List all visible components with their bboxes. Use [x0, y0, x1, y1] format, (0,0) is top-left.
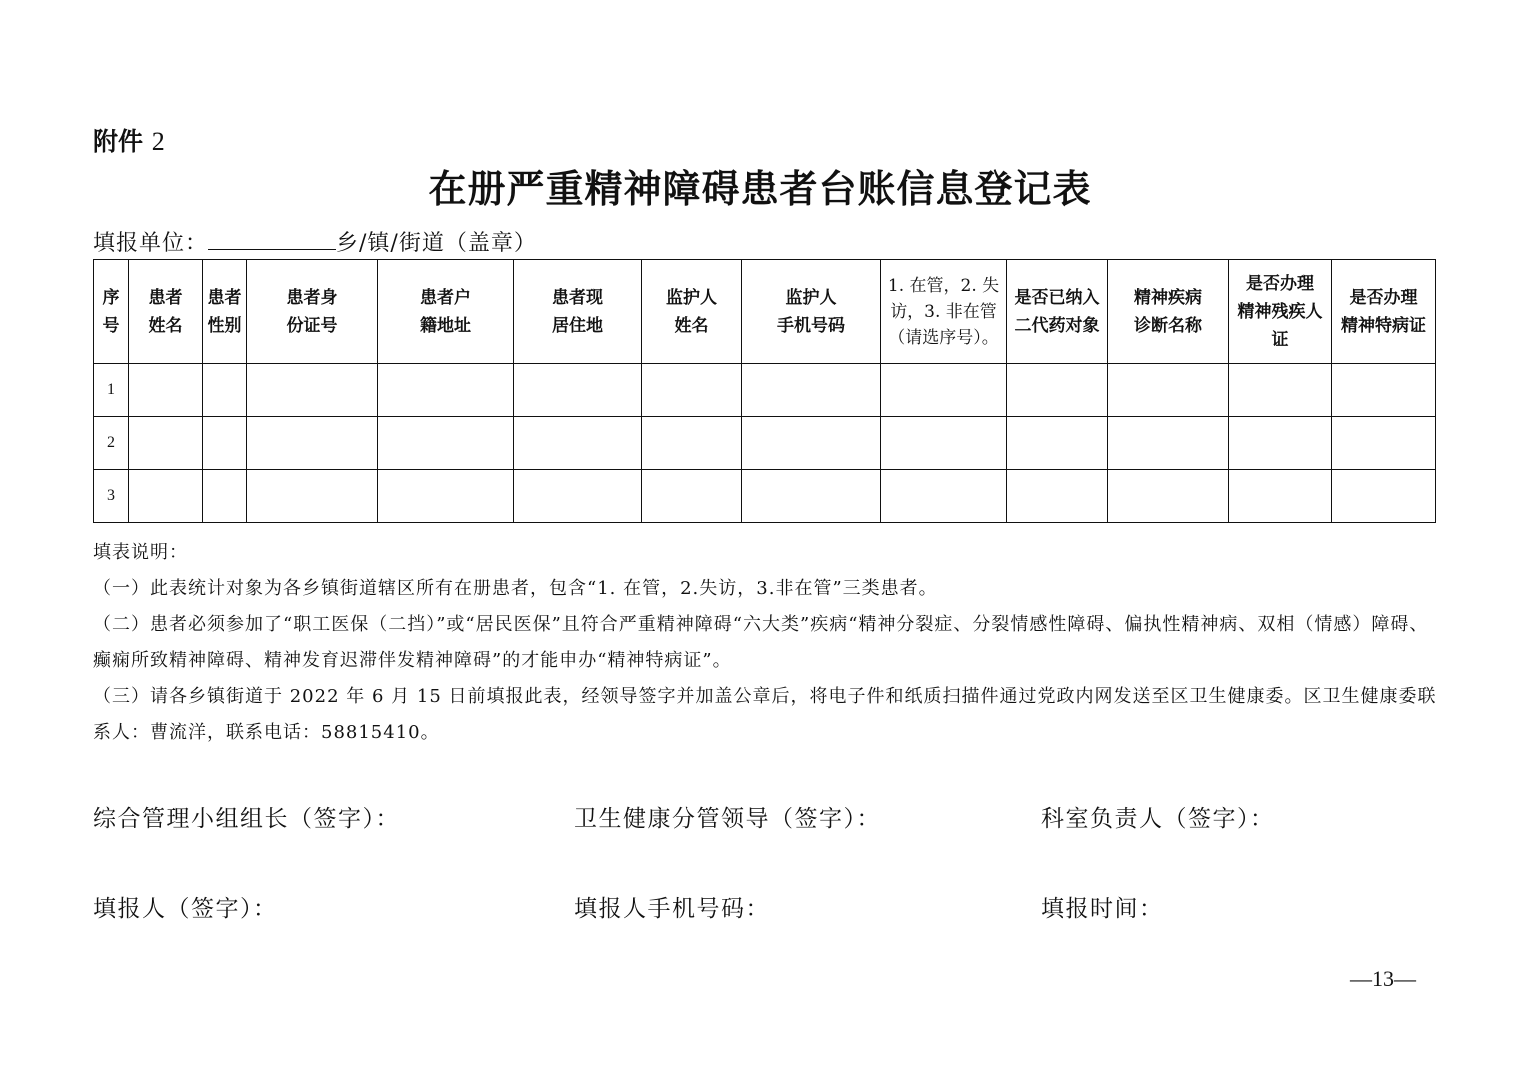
instructions-item-3: （三）请各乡镇街道于 2022 年 6 月 15 日前填报此表，经领导签字并加盖公章后，将电子件和纸质扫描件通过党政内网发送至区卫生健康委。区卫生健康委联系人：曹流洋，联系电话：58815410。: [93, 686, 1437, 743]
table-cell[interactable]: [1332, 470, 1436, 523]
table-cell[interactable]: [642, 470, 742, 523]
signature-section-head: 科室负责人（签字）：: [1041, 806, 1275, 832]
table-cell[interactable]: [203, 364, 247, 417]
col-header-guardian-name: 监护人 姓名: [642, 260, 742, 364]
table-cell[interactable]: [1108, 364, 1229, 417]
table-cell[interactable]: [1007, 417, 1108, 470]
table-header-row: [94, 260, 1436, 364]
table-cell[interactable]: [378, 470, 514, 523]
col-header-disability-cert: 是否办理 精神残疾人 证: [1229, 260, 1332, 364]
fill-time-label: 填报时间：: [1041, 896, 1164, 922]
col-header-residence: 患者现 居住地: [514, 260, 642, 364]
table-cell[interactable]: [881, 470, 1007, 523]
col-header-household-address: 患者户 籍地址: [378, 260, 514, 364]
signature-filler: 填报人（签字）：: [93, 896, 278, 922]
table-row: [94, 364, 1436, 417]
col-header-management-status: 1. 在管，2. 失 访，3. 非在管 （请选序号）。: [881, 260, 1007, 364]
attachment-label: [93, 122, 165, 158]
table-cell[interactable]: [642, 417, 742, 470]
col-header-guardian-phone: 监护人 手机号码: [742, 260, 881, 364]
page-number: —13—: [1350, 966, 1416, 991]
table-cell[interactable]: [1108, 470, 1229, 523]
signature-health-leader: 卫生健康分管领导（签字）：: [574, 806, 881, 832]
col-header-diagnosis: 精神疾病 诊断名称: [1108, 260, 1229, 364]
table-cell[interactable]: [881, 364, 1007, 417]
table-cell[interactable]: [514, 470, 642, 523]
table-cell[interactable]: [1229, 364, 1332, 417]
table-cell[interactable]: [1332, 364, 1436, 417]
col-header-special-disease-cert: 是否办理 精神特病证: [1332, 260, 1436, 364]
table-cell[interactable]: [378, 417, 514, 470]
table-cell[interactable]: [247, 417, 378, 470]
attachment-label-text: 附件: [93, 127, 144, 156]
reporting-unit-blank[interactable]: [208, 229, 336, 250]
filler-phone-label: 填报人手机号码：: [574, 896, 770, 922]
table-cell[interactable]: [742, 417, 881, 470]
col-header-patient-gender: 患者 性别: [203, 260, 247, 364]
table-cell[interactable]: [129, 417, 203, 470]
row-number: 3: [94, 470, 129, 523]
table-cell[interactable]: [1332, 417, 1436, 470]
table-cell[interactable]: [129, 470, 203, 523]
table-cell[interactable]: [247, 364, 378, 417]
col-header-seq: 序 号: [94, 260, 129, 364]
instructions-item-1: （一）此表统计对象为各乡镇街道辖区所有在册患者，包含“1. 在管，2.失访，3.非在管”三类患者。: [93, 578, 938, 599]
table-cell[interactable]: [1108, 417, 1229, 470]
table-cell[interactable]: [1007, 470, 1108, 523]
reporting-unit-line: [93, 226, 537, 257]
table-cell[interactable]: [881, 417, 1007, 470]
registration-table: [93, 259, 1436, 523]
page-title: 在册严重精神障碍患者台账信息登记表: [428, 166, 1092, 211]
table-cell[interactable]: [203, 470, 247, 523]
reporting-unit-suffix: 乡/镇/街道（盖章）: [336, 231, 537, 256]
row-number: 2: [94, 417, 129, 470]
table-cell[interactable]: [129, 364, 203, 417]
table-cell[interactable]: [1229, 470, 1332, 523]
reporting-unit-label: 填报单位：: [93, 231, 209, 256]
signature-group-leader: 综合管理小组组长（签字）：: [93, 806, 400, 832]
table-cell[interactable]: [378, 364, 514, 417]
col-header-patient-name: 患者 姓名: [129, 260, 203, 364]
table-cell[interactable]: [742, 470, 881, 523]
table-cell[interactable]: [742, 364, 881, 417]
table-cell[interactable]: [1229, 417, 1332, 470]
instructions: [93, 535, 1438, 751]
row-number: 1: [94, 364, 129, 417]
table-cell[interactable]: [514, 364, 642, 417]
instructions-heading: 填表说明：: [93, 542, 188, 563]
col-header-second-gen-drug: 是否已纳入 二代药对象: [1007, 260, 1108, 364]
instructions-item-2: （二）患者必须参加了“职工医保（二挡）”或“居民医保”且符合严重精神障碍“六大类”疾病“精神分裂症、分裂情感性障碍、偏执性精神病、双相（情感）障碍、癫痫所致精神障碍、精神发育迟滞伴发精神障碍”的才能申办“精神特病证”。: [93, 614, 1429, 671]
col-header-id-number: 患者身 份证号: [247, 260, 378, 364]
table-cell[interactable]: [1007, 364, 1108, 417]
table-row: [94, 470, 1436, 523]
table-cell[interactable]: [203, 417, 247, 470]
table-cell[interactable]: [247, 470, 378, 523]
table-row: [94, 417, 1436, 470]
attachment-number: 2: [151, 127, 165, 156]
table-cell[interactable]: [642, 364, 742, 417]
table-cell[interactable]: [514, 417, 642, 470]
